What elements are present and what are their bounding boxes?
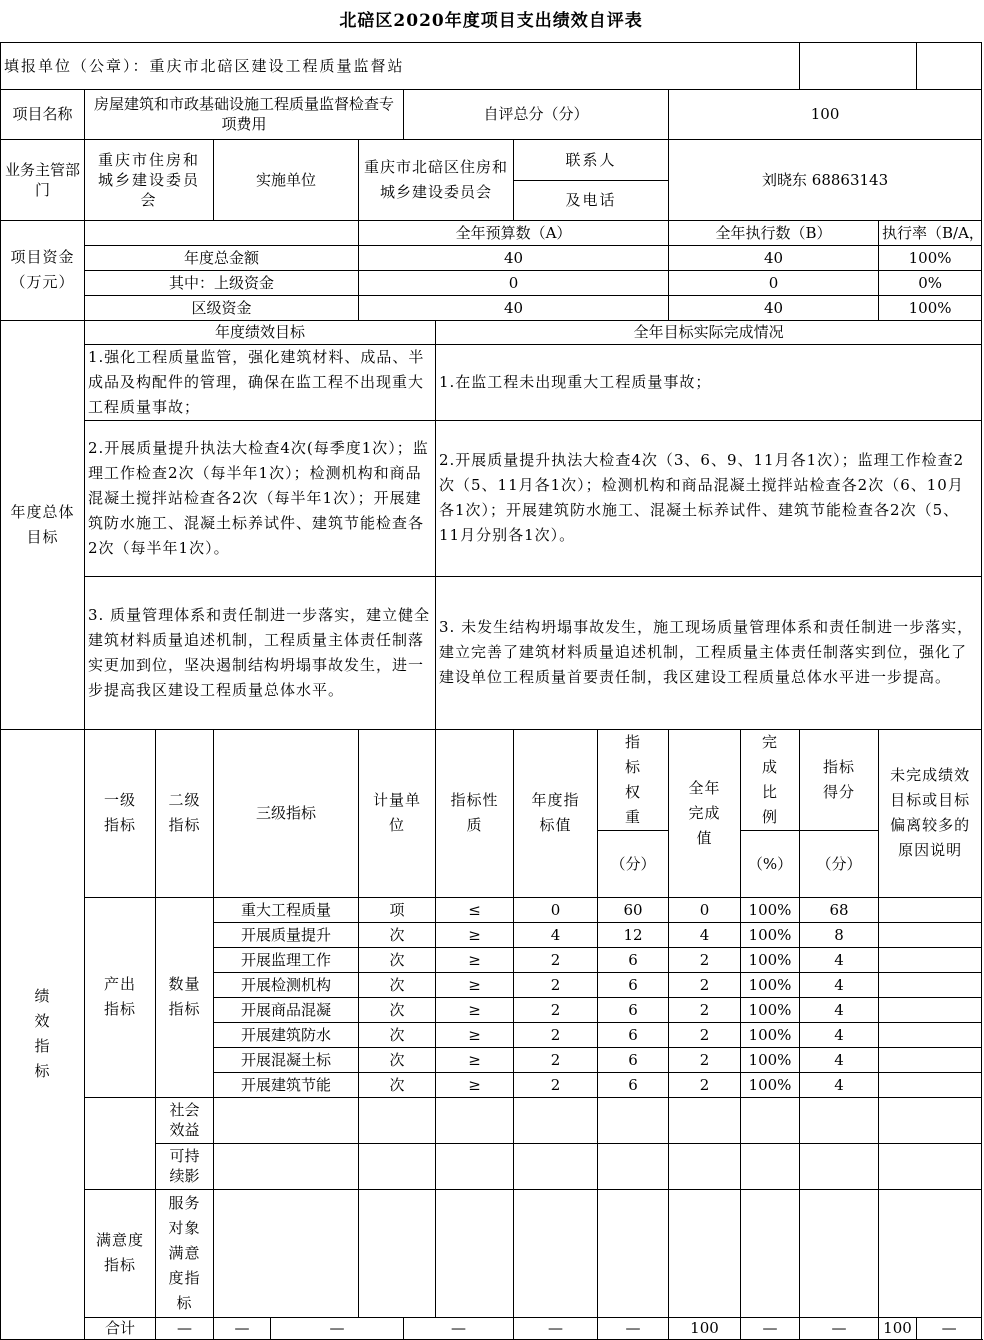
indicators-section-label: 绩效指标	[1, 729, 85, 1339]
header-done: 全年完成值	[669, 729, 741, 897]
funds-label: 项目资金（万元）	[1, 220, 85, 320]
blank-cell	[85, 220, 359, 245]
funds-header-a: 全年预算数（A）	[359, 220, 669, 245]
total-row: 合计 — — — — — — 100 — — 100 —	[1, 1317, 982, 1339]
goal-row	[1, 344, 982, 420]
goal-row	[1, 576, 982, 729]
total-label: 合计	[85, 1317, 156, 1339]
output-indicator-label: 产出指标	[85, 897, 156, 1097]
funds-row: 区级资金 40 40 100%	[1, 295, 982, 320]
funds-header-rate: 执行率（B/A，	[879, 220, 982, 245]
project-name-label: 项目名称	[1, 89, 85, 139]
header-weight: 指标权重	[598, 729, 669, 830]
indicator-row: 开展监理工作 次 ≥ 2 6 2 100% 4	[1, 947, 982, 972]
total-score: 100	[879, 1317, 917, 1339]
header-score: 指标得分	[800, 729, 879, 830]
indicator-row: 开展商品混凝 次 ≥ 2 6 2 100% 4	[1, 997, 982, 1022]
goal-actual: 1.在监工程未出现重大工程质量事故；	[436, 344, 982, 420]
blank-cell	[800, 42, 917, 89]
contact-label-1: 联系人	[514, 139, 669, 180]
quantity-indicator-label: 数量指标	[156, 897, 214, 1097]
self-score-label: 自评总分（分）	[404, 89, 669, 139]
header-weight-unit: （分）	[598, 830, 669, 897]
funds-header-b: 全年执行数（B）	[669, 220, 879, 245]
funds-row: 年度总金额 40 40 100%	[1, 245, 982, 270]
goal-right-header: 全年目标实际完成情况	[436, 320, 982, 344]
header-unit: 计量单位	[359, 729, 436, 897]
goal-actual: 2.开展质量提升执法大检查4次（3、6、9、11月各1次）；监理工作检查2次（5、11月各1次）；检测机构和商品混凝土搅拌站检查各2次（6、10月各1次）；开展建筑防水施工、混凝土标养试件、建筑节能检查各2次（5、11月分别各1次）。	[436, 420, 982, 576]
header-score-unit: （分）	[800, 830, 879, 897]
funds-row: 其中：上级资金 0 0 0%	[1, 270, 982, 295]
social-benefit-label: 社会效益	[156, 1097, 214, 1143]
indicator-row: 开展建筑防水 次 ≥ 2 6 2 100% 4	[1, 1022, 982, 1047]
self-score-value: 100	[669, 89, 982, 139]
header-level1: 一级指标	[85, 729, 156, 897]
satisfaction-indicator-label: 满意度指标	[85, 1189, 156, 1317]
indicator-row: 开展混凝土标 次 ≥ 2 6 2 100% 4	[1, 1047, 982, 1072]
header-target: 年度指标值	[514, 729, 598, 897]
contact-value: 刘晓东 68863143	[669, 139, 982, 220]
header-level2: 二级指标	[156, 729, 214, 897]
indicator-row: 开展检测机构 次 ≥ 2 6 2 100% 4	[1, 972, 982, 997]
annual-goal-label: 年度总体目标	[1, 320, 85, 729]
header-level3: 三级指标	[214, 729, 359, 897]
goal-row	[1, 420, 982, 576]
dept-value: 重庆市住房和城乡建设委员会	[85, 139, 214, 220]
header-nature: 指标性质	[436, 729, 514, 897]
goal-target: 2.开展质量提升执法大检查4次(每季度1次）；监理工作检查2次（每半年1次）；检测机构和商品混凝土搅拌站检查各2次（每半年1次）；开展建筑防水施工、混凝土标养试件、建筑节能检查各2次（每半年1次）。	[85, 420, 436, 576]
sustainability-label: 可持续影	[156, 1143, 214, 1189]
blank-cell	[917, 42, 982, 89]
indicator-row	[1, 1097, 982, 1143]
indicator-row: 开展质量提升 次 ≥ 4 12 4 100% 8	[1, 922, 982, 947]
total-weight: 100	[669, 1317, 741, 1339]
header-reason: 未完成绩效目标或目标偏离较多的原因说明	[879, 729, 982, 897]
indicator-row: 产出指标 数量指标 重大工程质量 项 ≤ 0 60 0 100% 68	[1, 897, 982, 922]
page-title: 北碚区2020年度项目支出绩效自评表	[1, 0, 982, 42]
goal-target: 3. 质量管理体系和责任制进一步落实，建立健全建筑材料质量追述机制，工程质量主体责任制落实更加到位，坚决遏制结构坍塌事故发生，进一步提高我区建设工程质量总体水平。	[85, 576, 436, 729]
goal-left-header: 年度绩效目标	[85, 320, 436, 344]
service-satisfaction-label: 服务对象满意度指标	[156, 1189, 214, 1317]
impl-label: 实施单位	[214, 139, 359, 220]
header-ratio: 完成比例	[741, 729, 800, 830]
blank-cell	[85, 1097, 156, 1189]
header-ratio-unit: （%）	[741, 830, 800, 897]
goal-target: 1.强化工程质量监管，强化建筑材料、成品、半成品及构配件的管理，确保在监工程不出现重大工程质量事故；	[85, 344, 436, 420]
reporting-unit: 填报单位（公章）：重庆市北碚区建设工程质量监督站	[1, 42, 800, 89]
dept-label: 业务主管部门	[1, 139, 85, 220]
goal-actual: 3. 未发生结构坍塌事故发生，施工现场质量管理体系和责任制进一步落实，建立完善了建筑材料质量追述机制，工程质量主体责任制落实到位，强化了建设单位工程质量首要责任制，我区建设工程质量总体水平进一步提高。	[436, 576, 982, 729]
project-name-value: 房屋建筑和市政基础设施工程质量监督检查专项费用	[85, 89, 404, 139]
indicator-row	[1, 1189, 982, 1317]
indicator-row: 开展建筑节能 次 ≥ 2 6 2 100% 4	[1, 1072, 982, 1097]
impl-value: 重庆市北碚区住房和城乡建设委员会	[359, 139, 514, 220]
contact-label-2: 及电话	[514, 180, 669, 220]
